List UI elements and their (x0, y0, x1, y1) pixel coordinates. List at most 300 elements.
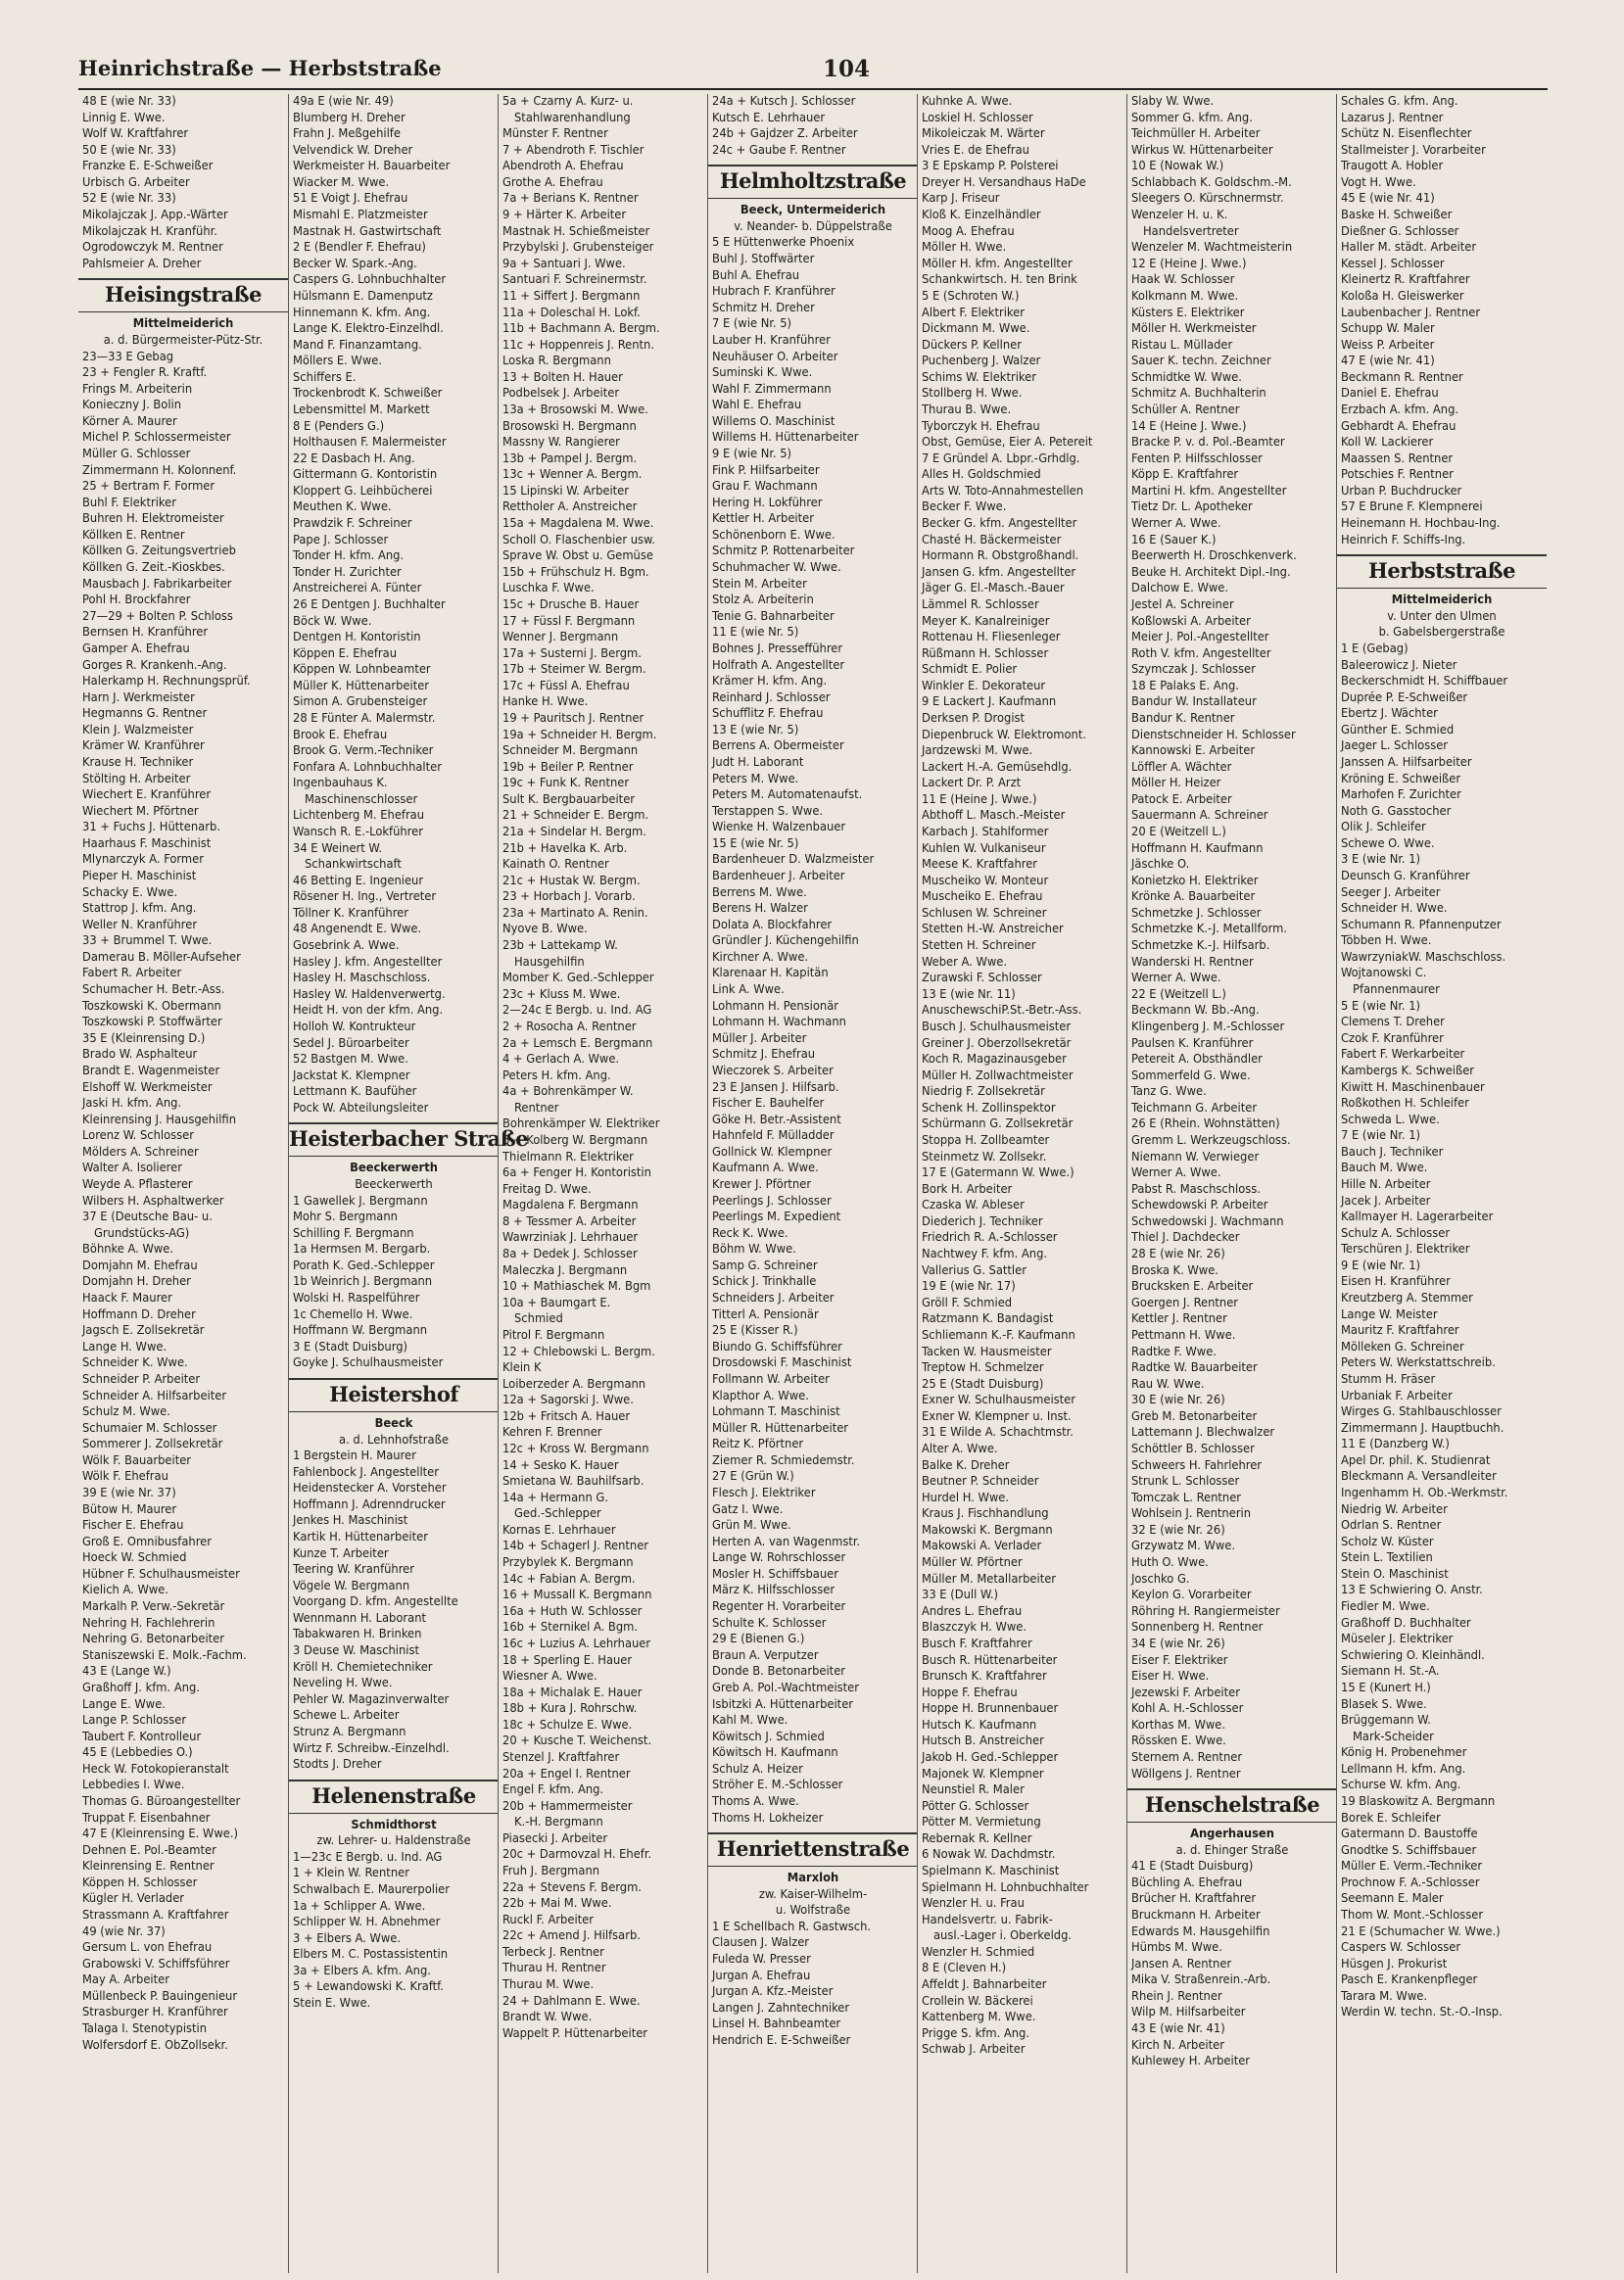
directory-entry: Hinnemann K. kfm. Ang. (293, 305, 431, 320)
directory-entry: Greb A. Pol.-Wachtmeister (712, 1680, 859, 1695)
directory-entry: Gebhardt A. Ehefrau (1341, 418, 1457, 434)
directory-entry: Klein K (502, 1360, 542, 1376)
directory-entry: Langen J. Zahntechniker (712, 2000, 850, 2016)
directory-entry: 13 E (wie Nr. 5) (712, 722, 799, 737)
street-location: Beeckerwerth (355, 1177, 433, 1192)
directory-entry: Müllenbeck P. Bauingenieur (82, 1988, 238, 2004)
directory-entry: Köpp E. Kraftfahrer (1131, 467, 1239, 483)
directory-entry: Gatermann D. Baustoffe (1341, 1827, 1478, 1842)
directory-entry: Schlusen W. Schreiner (922, 905, 1047, 921)
directory-entry: Seemann E. Maler (1341, 1891, 1444, 1907)
directory-entry: Wölk F. Ehefrau (82, 1469, 168, 1485)
directory-entry: 7 E (wie Nr. 5) (712, 316, 792, 332)
directory-entry: 11 E (Heine J. Wwe.) (922, 791, 1037, 807)
directory-entry: Pabst R. Maschschloss. (1131, 1181, 1261, 1197)
directory-entry: Pötter M. Vermietung (922, 1815, 1041, 1830)
directory-entry: Mauritz F. Kraftfahrer (1341, 1323, 1459, 1339)
directory-entry: Köppen W. Lohnbeamter (293, 662, 431, 678)
directory-entry: 16 + Mussall K. Bergmann (502, 1588, 652, 1603)
directory-entry: 25 E (Kisser R.) (712, 1323, 798, 1339)
directory-entry: 16c + Luzius A. Lehrhauer (502, 1636, 651, 1651)
directory-entry: Schmetzke K.-J. Metallform. (1131, 922, 1287, 937)
directory-entry: 39 E (wie Nr. 37) (82, 1485, 176, 1500)
directory-entry: Klarenaar H. Kapitän (712, 966, 829, 981)
directory-entry: Regenter H. Vorarbeiter (712, 1599, 846, 1615)
directory-entry: 5 E (Schroten W.) (922, 288, 1020, 304)
directory-entry: 11a + Doleschal H. Lokf. (502, 305, 641, 320)
directory-entry: Michel P. Schlossermeister (82, 430, 231, 446)
directory-entry: Schupp W. Maler (1341, 321, 1435, 337)
directory-entry: Wienke H. Walzenbauer (712, 820, 846, 835)
directory-entry: 23c + Kluss M. Wwe. (502, 986, 621, 1002)
directory-entry: 3 E (wie Nr. 1) (1341, 852, 1421, 868)
directory-entry: Vögele W. Bergmann (293, 1578, 410, 1593)
directory-entry: Keylon G. Vorarbeiter (1131, 1588, 1252, 1603)
directory-entry: Samp G. Schreiner (712, 1258, 818, 1273)
directory-entry: 4 + Gerlach A. Wwe. (502, 1052, 620, 1068)
directory-entry: Klapthor A. Wwe. (712, 1388, 809, 1403)
directory-entry: Gründler J. Küchengehilfin (712, 933, 859, 949)
directory-entry: Lohmann H. Pensionär (712, 998, 838, 1014)
directory-entry: 18a + Michalak E. Hauer (502, 1685, 643, 1700)
directory-entry: Teering W. Kranführer (293, 1562, 414, 1578)
directory-entry: 24 + Dahlmann E. Wwe. (502, 1993, 641, 2009)
directory-entry: 18c + Schulze E. Wwe. (502, 1717, 633, 1733)
directory-entry: Lattemann J. Blechwalzer (1131, 1425, 1275, 1441)
directory-entry: Kleinrensing J. Hausgehilfin (82, 1112, 236, 1127)
directory-entry: Walter A. Isolierer (82, 1161, 182, 1176)
directory-entry: Drosdowski F. Maschinist (712, 1355, 852, 1371)
directory-entry: Schweers H. Fahrlehrer (1131, 1457, 1263, 1473)
directory-entry: Nyove B. Wwe. (502, 922, 588, 937)
directory-entry: Kiwitt H. Maschinenbauer (1341, 1079, 1485, 1095)
directory-entry: Meyer K. Kanalreiniger (922, 613, 1050, 629)
directory-entry: 24b + Gajdzer Z. Arbeiter (712, 126, 858, 142)
directory-entry: 8 E (Penders G.) (293, 418, 385, 434)
directory-entry: 9 + Härter K. Arbeiter (502, 208, 627, 223)
directory-entry: Beckerschmidt H. Schiffbauer (1341, 674, 1508, 689)
directory-entry: Bleckmann A. Versandleiter (1341, 1469, 1497, 1485)
directory-entry: 12b + Fritsch A. Hauer (502, 1408, 631, 1424)
directory-entry: Clausen J. Walzer (712, 1935, 810, 1951)
directory-entry: Ziemer R. Schmiedemstr. (712, 1452, 855, 1468)
directory-entry: Alles H. Goldschmied (922, 467, 1041, 483)
directory-entry: Niedrig W. Arbeiter (1341, 1501, 1448, 1517)
directory-entry: Szymczak J. Schlosser (1131, 662, 1256, 678)
directory-entry: Holloh W. Kontrukteur (293, 1019, 416, 1034)
directory-entry: 17 E (Gatermann W. Wwe.) (922, 1165, 1075, 1181)
directory-entry: 12 E (Heine J. Wwe.) (1131, 256, 1247, 271)
directory-entry: Neuhäuser O. Arbeiter (712, 349, 838, 364)
directory-entry: Mölleken G. Schreiner (1341, 1339, 1464, 1354)
directory-entry: Sauer K. techn. Zeichner (1131, 354, 1271, 369)
directory-entry: Müller H. Zollwachtmeister (922, 1068, 1074, 1083)
directory-entry: Willems O. Maschinist (712, 413, 836, 429)
directory-entry: Beckmann R. Rentner (1341, 369, 1463, 385)
directory-entry: Frings M. Arbeiterin (82, 381, 193, 397)
directory-entry: 48 E (wie Nr. 33) (82, 94, 176, 109)
directory-entry: 16 E (Sauer K.) (1131, 532, 1217, 547)
directory-entry: 46 Betting E. Ingenieur (293, 873, 424, 888)
directory-entry: Schenk H. Zollinspektor (922, 1100, 1056, 1116)
directory-entry: 19c + Funk K. Rentner (502, 776, 630, 791)
directory-entry: Scholl O. Flaschenbier usw. (502, 532, 655, 547)
directory-columns (78, 94, 1548, 2273)
page-number: 104 (823, 56, 871, 82)
directory-entry: Lämmel R. Schlosser (922, 596, 1039, 612)
directory-entry: Stein E. Wwe. (293, 1996, 371, 2012)
directory-entry: Vries E. de Ehefrau (922, 142, 1029, 158)
directory-entry: Kügler H. Verlader (82, 1891, 185, 1907)
entry-continuation: Rentner (514, 1100, 559, 1116)
directory-entry: Ingenhamm H. Ob.-Werkmstr. (1341, 1485, 1508, 1500)
directory-entry: Flesch J. Elektriker (712, 1485, 816, 1500)
directory-entry: 23 E Jansen J. Hilfsarb. (712, 1079, 839, 1095)
directory-entry: Treptow H. Schmelzer (922, 1360, 1044, 1376)
directory-entry: Bauch J. Techniker (1341, 1144, 1444, 1160)
directory-entry: Gorges R. Krankenh.-Ang. (82, 657, 227, 673)
directory-entry: Hülsmann E. Damenputz (293, 288, 433, 304)
directory-entry: Klein J. Walzmeister (82, 722, 194, 737)
directory-entry: Lazarus J. Rentner (1341, 110, 1444, 125)
directory-entry: Schneiders J. Arbeiter (712, 1291, 835, 1306)
directory-entry: 34 E Weinert W. (293, 840, 383, 856)
directory-entry: Chasté H. Bäckermeister (922, 532, 1062, 547)
directory-entry: Diepenbruck W. Elektromont. (922, 727, 1087, 742)
directory-entry: 1 Gawellek J. Bergmann (293, 1193, 428, 1209)
directory-entry: Roth V. kfm. Angestellter (1131, 645, 1271, 661)
directory-entry: 17b + Steimer W. Bergm. (502, 662, 646, 678)
directory-entry: Gröll F. Schmied (922, 1295, 1013, 1310)
directory-entry: 11 E (Danzberg W.) (1341, 1437, 1450, 1452)
directory-entry: Marhofen F. Zurichter (1341, 787, 1461, 803)
directory-entry: Smietana W. Bauhilfsarb. (502, 1474, 645, 1490)
directory-entry: Schmitz A. Buchhalterin (1131, 386, 1266, 402)
directory-entry: Fiedler M. Wwe. (1341, 1599, 1430, 1615)
directory-entry: Becker F. Wwe. (922, 499, 1007, 515)
directory-entry: Peters H. kfm. Ang. (502, 1068, 611, 1083)
directory-entry: Alter A. Wwe. (922, 1441, 998, 1456)
directory-entry: Biundo G. Schiffsführer (712, 1339, 842, 1354)
directory-entry: Brosowski H. Bergmann (502, 418, 637, 434)
directory-entry: 2 E (Bendler F. Ehefrau) (293, 240, 426, 256)
directory-entry: Momber K. Ged.-Schlepper (502, 971, 654, 986)
directory-entry: Kambergs K. Schweißer (1341, 1063, 1475, 1078)
directory-entry: Hanke H. Wwe. (502, 694, 589, 710)
directory-entry: 15b + Frühschulz H. Bgm. (502, 564, 649, 580)
directory-entry: Domjahn H. Dreher (82, 1274, 191, 1290)
directory-entry: Schilling F. Bergmann (293, 1225, 414, 1241)
directory-entry: Büchling A. Ehefrau (1131, 1875, 1243, 1890)
directory-entry: Mika V. Straßenrein.-Arb. (1131, 1972, 1271, 1988)
directory-entry: Radtke F. Wwe. (1131, 1344, 1217, 1359)
directory-entry: Kallmayer H. Lagerarbeiter (1341, 1210, 1494, 1225)
directory-entry: Engel F. kfm. Ang. (502, 1782, 604, 1798)
directory-entry: 26 E Dentgen J. Buchhalter (293, 596, 446, 612)
directory-entry: Köppen E. Ehefrau (293, 645, 397, 661)
directory-entry: Moog A. Ehefrau (922, 223, 1015, 239)
directory-entry: 48 Angenendt E. Wwe. (293, 922, 422, 937)
directory-entry: Buhl F. Elektriker (82, 495, 176, 510)
district-label: Beeckerwerth (350, 1161, 438, 1176)
directory-entry: Czok F. Kranführer (1341, 1030, 1444, 1046)
directory-entry: Wenzeler H. u. K. (1131, 208, 1228, 223)
directory-entry: Goyke J. Schulhausmeister (293, 1355, 444, 1371)
directory-entry: Möllers E. Wwe. (293, 354, 382, 369)
directory-entry: 20b + Hammermeister (502, 1798, 633, 1814)
directory-entry: Stolz A. Arbeiterin (712, 593, 814, 608)
directory-entry: Makowski A. Verlader (922, 1539, 1042, 1554)
directory-entry: 2 + Rosocha A. Rentner (502, 1019, 637, 1034)
directory-entry: Schwiering O. Kleinhändl. (1341, 1647, 1485, 1663)
directory-entry: Makowski K. Bergmann (922, 1522, 1053, 1538)
directory-entry: Hurdel H. Wwe. (922, 1490, 1010, 1505)
directory-entry: Sommer G. kfm. Ang. (1131, 110, 1253, 125)
directory-entry: Lackert Dr. P. Arzt (922, 776, 1022, 791)
directory-entry: Kutsch E. Lehrhauer (712, 110, 826, 125)
directory-entry: Gollnick W. Klempner (712, 1144, 833, 1160)
directory-entry: Fischer E. Ehefrau (82, 1518, 184, 1534)
street-heading: Henschelstraße (1127, 1788, 1337, 1823)
directory-entry: Wansch R. E.-Lokführer (293, 825, 423, 840)
directory-entry: Müller E. Verm.-Techniker (1341, 1859, 1483, 1875)
directory-entry: 12a + Sagorski J. Wwe. (502, 1393, 634, 1408)
directory-entry: 6a + Fenger H. Kontoristin (502, 1165, 651, 1181)
directory-entry: Wenner J. Bergmann (502, 630, 619, 645)
directory-entry: Körner A. Maurer (82, 413, 177, 429)
district-label: Beeck (374, 1415, 413, 1431)
directory-entry: Lackert H.-A. Gemüsehdlg. (922, 759, 1073, 775)
directory-entry: Wiacker M. Wwe. (293, 174, 390, 190)
directory-entry: Stölting H. Arbeiter (82, 771, 191, 786)
directory-entry: Lange W. Meister (1341, 1306, 1438, 1322)
directory-entry: 14c + Fabian A. Bergm. (502, 1571, 636, 1587)
directory-entry: Thiel J. Dachdecker (1131, 1230, 1240, 1246)
directory-entry: Zimmermann J. Hauptbuchh. (1341, 1420, 1505, 1436)
header-street-range: Heinrichstraße — Herbststraße (78, 56, 442, 80)
directory-entry: Pötter G. Schlosser (922, 1798, 1029, 1814)
directory-entry: 5a + Czarny A. Kurz- u. (502, 94, 634, 109)
directory-entry: Schmitz P. Rottenarbeiter (712, 544, 855, 559)
directory-entry: Wahl E. Ehefrau (712, 398, 802, 413)
directory-entry: 23—33 E Gebag (82, 349, 174, 364)
directory-entry: Heidenstecker A. Vorsteher (293, 1481, 447, 1496)
directory-entry: 5 E Hüttenwerke Phoenix (712, 235, 855, 251)
directory-entry: Wenzler H. u. Frau (922, 1896, 1025, 1912)
directory-entry: Ratzmann K. Bandagist (922, 1311, 1054, 1327)
entry-continuation: Stahlwarenhandlung (514, 110, 631, 125)
directory-entry: Hüsgen J. Prokurist (1341, 1956, 1448, 1971)
directory-entry: May A. Arbeiter (82, 1972, 169, 1988)
directory-entry: Willems H. Hüttenarbeiter (712, 430, 859, 446)
directory-entry: Holthausen F. Malermeister (293, 435, 447, 451)
directory-entry: Schütz N. Eisenflechter (1341, 126, 1472, 142)
directory-entry: Taubert F. Kontrolleur (82, 1729, 202, 1744)
entry-continuation: Grundstücks-AG) (94, 1225, 190, 1241)
directory-entry: Kettler J. Rentner (1131, 1311, 1227, 1327)
directory-column-5 (917, 94, 1127, 2273)
district-label: Marxloh (787, 1871, 839, 1886)
directory-entry: Kainath O. Rentner (502, 857, 609, 873)
directory-entry: Edwards M. Hausgehilfin (1131, 1924, 1270, 1939)
directory-entry: 1 E (Gebag) (1341, 641, 1409, 656)
directory-entry: Stollberg H. Wwe. (922, 386, 1023, 402)
directory-entry: Freitag D. Wwe. (502, 1181, 592, 1197)
directory-entry: Bruckmann H. Arbeiter (1131, 1908, 1261, 1924)
directory-entry: Kornas E. Lehrhauer (502, 1522, 616, 1538)
directory-entry: Bardenheuer D. Walzmeister (712, 852, 875, 868)
directory-entry: Wojtanowski C. (1341, 966, 1427, 981)
directory-entry: Kröll H. Chemietechniker (293, 1659, 433, 1675)
directory-entry: Möller H. Heizer (1131, 776, 1221, 791)
directory-entry: Pettmann H. Wwe. (1131, 1327, 1236, 1343)
directory-entry: 19 E (wie Nr. 17) (922, 1279, 1016, 1295)
directory-entry: Schufflitz F. Ehefrau (712, 706, 824, 722)
directory-entry: Urban P. Buchdrucker (1341, 483, 1462, 499)
directory-entry: Spielmann H. Lohnbuchhalter (922, 1879, 1089, 1895)
directory-entry: Reinhard J. Schlosser (712, 689, 831, 705)
directory-entry: Gremm L. Werkzeugschloss. (1131, 1133, 1291, 1148)
directory-entry: Terschüren J. Elektriker (1341, 1242, 1470, 1258)
directory-entry: Schulte K. Schlosser (712, 1615, 827, 1631)
directory-entry: Noth G. Gasstocher (1341, 803, 1452, 819)
directory-entry: Thomas G. Büroangestellter (82, 1793, 241, 1809)
directory-entry: Bauch M. Wwe. (1341, 1161, 1428, 1176)
directory-entry: Nachtwey F. kfm. Ang. (922, 1247, 1048, 1262)
directory-entry: 28 E (wie Nr. 26) (1131, 1247, 1225, 1262)
directory-entry: 1b Weinrich J. Bergmann (293, 1274, 433, 1290)
directory-entry: Bandur K. Rentner (1131, 710, 1235, 726)
directory-entry: Pape J. Schlosser (293, 532, 389, 547)
directory-entry: Karbach J. Stahlformer (922, 825, 1049, 840)
directory-entry: Muscheiko E. Ehefrau (922, 889, 1043, 905)
directory-entry: Andres L. Ehefrau (922, 1603, 1023, 1619)
directory-entry: Müller W. Pförtner (922, 1555, 1023, 1571)
directory-entry: Brado W. Asphalteur (82, 1047, 198, 1063)
directory-entry: Rhein J. Rentner (1131, 1988, 1222, 2004)
directory-entry: Jäger G. El.-Masch.-Bauer (922, 581, 1065, 596)
directory-entry: 1c Chemello H. Wwe. (293, 1306, 413, 1322)
directory-entry: 9 E (wie Nr. 5) (712, 446, 792, 461)
directory-entry: 1—23c E Bergb. u. Ind. AG (293, 1849, 443, 1865)
directory-entry: Borek E. Schleifer (1341, 1810, 1441, 1826)
directory-entry: 8 + Tessmer A. Arbeiter (502, 1213, 637, 1229)
entry-continuation: Mark-Scheider (1353, 1729, 1434, 1744)
street-heading: Henriettenstraße (708, 1832, 918, 1867)
directory-entry: 1 Bergstein H. Maurer (293, 1449, 416, 1464)
directory-entry: Schmidtke W. Wwe. (1131, 369, 1242, 385)
directory-entry: Mikolajczak J. App.-Wärter (82, 208, 228, 223)
entry-continuation: Maschinenschlosser (305, 791, 418, 807)
directory-entry: 7a + Berians K. Rentner (502, 191, 639, 207)
directory-entry: Peters M. Wwe. (712, 771, 799, 786)
street-heading: Heistershof (289, 1378, 499, 1412)
street-location: u. Wolfstraße (775, 1903, 851, 1919)
directory-entry: Wolski H. Raspelführer (293, 1291, 420, 1306)
directory-entry: Exner W. Klempner u. Inst. (922, 1408, 1072, 1424)
directory-entry: Kleinertz R. Kraftfahrer (1341, 272, 1470, 288)
directory-entry: Rau W. Wwe. (1131, 1376, 1205, 1392)
directory-entry: Dentgen H. Kontoristin (293, 630, 421, 645)
directory-entry: Trockenbrodt K. Schweißer (293, 386, 443, 402)
directory-entry: 1a Hermsen M. Bergarb. (293, 1242, 431, 1258)
directory-entry: Podbelsek J. Arbeiter (502, 386, 620, 402)
directory-entry: Brook G. Verm.-Techniker (293, 743, 434, 759)
directory-entry: Wahl F. Zimmermann (712, 381, 832, 397)
directory-entry: Haak W. Schlosser (1131, 272, 1235, 288)
directory-entry: Scholz W. Küster (1341, 1534, 1434, 1549)
directory-entry: Stumm H. Fräser (1341, 1371, 1436, 1387)
directory-entry: Schumaier M. Schlosser (82, 1420, 217, 1436)
directory-entry: Wawrziniak J. Lehrhauer (502, 1230, 639, 1246)
directory-entry: Dückers P. Kellner (922, 337, 1022, 353)
directory-entry: Maleczka J. Bergmann (502, 1262, 628, 1278)
directory-entry: Nehring G. Betonarbeiter (82, 1632, 224, 1647)
directory-entry: 33 E (Dull W.) (922, 1588, 999, 1603)
directory-entry: Rüßmann H. Schlosser (922, 645, 1049, 661)
directory-entry: Roßkothen H. Schleifer (1341, 1096, 1469, 1112)
directory-entry: Wappelt P. Hüttenarbeiter (502, 2025, 648, 2041)
directory-entry: 18 E Palaks E. Ang. (1131, 678, 1239, 693)
street-location: zw. Kaiser-Wilhelm- (758, 1886, 868, 1902)
directory-entry: Potschies F. Rentner (1341, 467, 1454, 483)
directory-entry: 33 + Brummel T. Wwe. (82, 933, 213, 949)
directory-entry: Caspers W. Schlosser (1341, 1940, 1461, 1956)
directory-entry: Blaszczyk H. Wwe. (922, 1620, 1027, 1636)
directory-entry: Busch R. Hüttenarbeiter (922, 1652, 1058, 1668)
directory-entry: Röhring H. Rangiermeister (1131, 1603, 1280, 1619)
directory-entry: Rottenau H. Fliesenleger (922, 630, 1061, 645)
district-label: Schmidthorst (351, 1817, 437, 1832)
directory-entry: Nehring H. Fachlehrerin (82, 1615, 215, 1631)
directory-entry: Schankwirtsch. H. ten Brink (922, 272, 1077, 288)
directory-entry: Dehnen E. Pol.-Beamter (82, 1842, 216, 1858)
directory-entry: 3a + Elbers A. kfm. Ang. (293, 1963, 431, 1978)
directory-column-4 (707, 94, 918, 2273)
directory-entry: Hoffmann W. Bergmann (293, 1323, 428, 1339)
directory-entry: Pahlsmeier A. Dreher (82, 256, 202, 271)
directory-entry: Ebertz J. Wächter (1341, 706, 1438, 722)
directory-entry: Sonnenberg H. Rentner (1131, 1620, 1264, 1636)
entry-continuation: Pfannenmaurer (1353, 982, 1440, 998)
directory-entry: Wennmann H. Laborant (293, 1610, 426, 1626)
directory-entry: Meese K. Kraftfahrer (922, 857, 1038, 873)
directory-entry: Grothe A. Ehefrau (502, 174, 603, 190)
directory-entry: Przybylek K. Bergmann (502, 1555, 634, 1571)
directory-entry: Schiffers E. (293, 369, 357, 385)
directory-entry: 23 + Fengler R. Kraftf. (82, 365, 208, 381)
page-header (78, 54, 1548, 87)
directory-entry: Loskiel H. Schlosser (922, 110, 1033, 125)
directory-entry: Lange W. Rohrschlosser (712, 1550, 846, 1566)
entry-continuation: Handelsvertreter (1143, 223, 1239, 239)
directory-entry: Paulsen K. Kranführer (1131, 1035, 1254, 1051)
directory-entry: 26 E (Rhein. Wohnstätten) (1131, 1116, 1280, 1132)
directory-entry: Link A. Wwe. (712, 982, 785, 998)
directory-entry: 41 E (Stadt Duisburg) (1131, 1859, 1254, 1875)
directory-entry: Zurawski F. Schlosser (922, 971, 1042, 986)
directory-entry: Stein L. Textilien (1341, 1550, 1433, 1566)
directory-entry: Heinrich F. Schiffs-Ing. (1341, 532, 1466, 547)
directory-entry: Bork H. Arbeiter (922, 1181, 1013, 1197)
directory-entry: Kuhlen W. Vulkaniseur (922, 840, 1046, 856)
directory-entry: Brunsch K. Kraftfahrer (922, 1669, 1047, 1685)
directory-entry: Kraus J. Fischhandlung (922, 1506, 1049, 1522)
directory-entry: Tietz Dr. L. Apotheker (1131, 499, 1253, 515)
directory-entry: 1 + Klein W. Rentner (293, 1866, 409, 1881)
directory-entry: 13 E Schwiering O. Anstr. (1341, 1583, 1483, 1598)
directory-entry: Wolfersdorf E. ObZollsekr. (82, 2037, 228, 2053)
